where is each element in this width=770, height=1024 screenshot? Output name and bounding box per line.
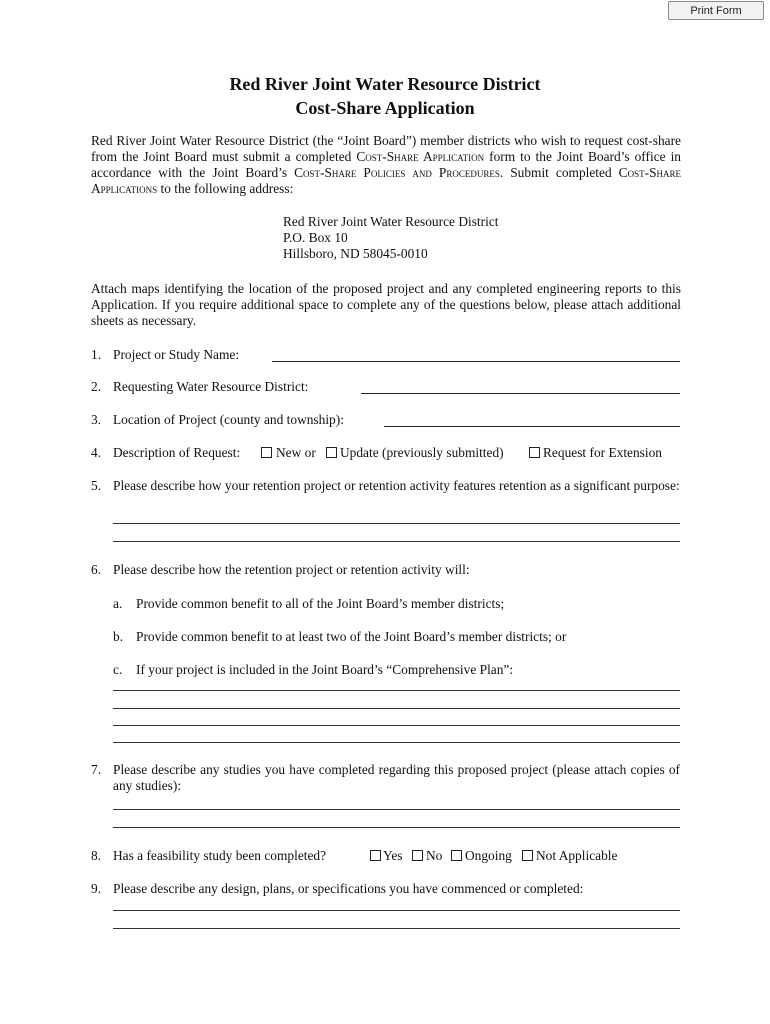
feasibility-yes-label: Yes <box>383 848 403 863</box>
feasibility-yes-checkbox[interactable] <box>370 850 381 861</box>
q7-answer-line[interactable] <box>113 827 680 828</box>
q9-number: 9. <box>91 881 102 896</box>
q8-number: 8. <box>91 848 102 863</box>
q6-label: Please describe how the retention project or retention activity will: <box>113 562 470 577</box>
q5-label: Please describe how your retention project or retention activity features retention as a significant purpose: <box>113 478 680 493</box>
q6-answer-line[interactable] <box>113 708 680 709</box>
feasibility-na-checkbox[interactable] <box>522 850 533 861</box>
q1-number: 1. <box>91 347 102 362</box>
q8-label: Has a feasibility study been completed? <box>113 848 327 863</box>
q6-c-letter: c. <box>113 662 123 677</box>
q3-label: Location of Project (county and township): <box>113 412 344 427</box>
extension-request-label: Request for Extension <box>543 445 663 460</box>
q7-number: 7. <box>91 762 102 777</box>
update-request-label: Update (previously submitted) <box>340 445 504 460</box>
feasibility-no-label: No <box>426 848 443 863</box>
intro-text-3: . Submit completed <box>499 165 619 180</box>
intro-text-2: form to the Joint Board’s office in accordance with the Joint Board’s <box>91 149 681 180</box>
q5-number: 5. <box>91 478 102 493</box>
q5-answer-line[interactable] <box>113 541 680 542</box>
q4-label: Description of Request: <box>113 445 241 460</box>
feasibility-no-checkbox[interactable] <box>412 850 423 861</box>
form-subtitle: Cost-Share Application <box>295 98 475 118</box>
feasibility-ongoing-checkbox[interactable] <box>451 850 462 861</box>
q5-answer-line[interactable] <box>113 523 680 524</box>
q6-answer-line[interactable] <box>113 725 680 726</box>
new-request-label: New or <box>276 445 316 460</box>
form-title: Red River Joint Water Resource District <box>229 74 541 94</box>
q9-answer-line[interactable] <box>113 910 680 911</box>
extension-request-checkbox[interactable] <box>529 447 540 458</box>
print-form-button[interactable]: Print Form <box>668 1 764 20</box>
q6-answer-line[interactable] <box>113 742 680 743</box>
q6-b-text: Provide common benefit to at least two of the Joint Board’s member districts; or <box>136 629 567 644</box>
address-line-2: P.O. Box 10 <box>283 230 348 245</box>
q6-a-text: Provide common benefit to all of the Joint Board’s member districts; <box>136 596 505 611</box>
q2-label: Requesting Water Resource District: <box>113 379 309 394</box>
project-name-field[interactable] <box>272 361 680 362</box>
q6-a-letter: a. <box>113 596 123 611</box>
q9-label: Please describe any design, plans, or specifications you have commenced or completed: <box>113 881 584 896</box>
intro-text-1: Red River Joint Water Resource District (the “Joint Board”) member districts who wish to request cost-share from the Joint Board must submit a completed <box>91 133 681 164</box>
intro-smallcaps-3: Cost-Share Applications <box>91 165 682 196</box>
q2-number: 2. <box>91 379 102 394</box>
feasibility-na-label: Not Applicable <box>536 848 618 863</box>
q6-c-text: If your project is included in the Joint Board’s “Comprehensive Plan”: <box>136 662 514 677</box>
q1-label: Project or Study Name: <box>113 347 240 362</box>
q6-answer-line[interactable] <box>113 690 680 691</box>
q7-answer-line[interactable] <box>113 809 680 810</box>
intro-smallcaps-2: Cost-Share Policies and Procedures <box>294 165 500 180</box>
q4-number: 4. <box>91 445 102 460</box>
requesting-district-field[interactable] <box>361 393 680 394</box>
q9-answer-line[interactable] <box>113 928 680 929</box>
new-request-checkbox[interactable] <box>261 447 272 458</box>
q6-b-letter: b. <box>113 629 124 644</box>
attach-note: Attach maps identifying the location of the proposed project and any completed engineering reports to this Application. If you require additional space to complete any of the questions below, please attach additional sheets as necessary. <box>91 281 681 328</box>
q6-number: 6. <box>91 562 102 577</box>
q3-number: 3. <box>91 412 102 427</box>
intro-paragraph <box>91 133 681 197</box>
feasibility-ongoing-label: Ongoing <box>465 848 512 863</box>
address-line-3: Hillsboro, ND 58045-0010 <box>283 246 428 261</box>
q7-label: Please describe any studies you have completed regarding this proposed project (please attach copies of any studies): <box>113 762 680 793</box>
project-location-field[interactable] <box>384 426 680 427</box>
address-line-1: Red River Joint Water Resource District <box>283 214 499 229</box>
update-request-checkbox[interactable] <box>326 447 337 458</box>
intro-text-4: to the following address: <box>157 181 294 196</box>
intro-smallcaps-1: Cost-Share Application <box>356 149 485 164</box>
